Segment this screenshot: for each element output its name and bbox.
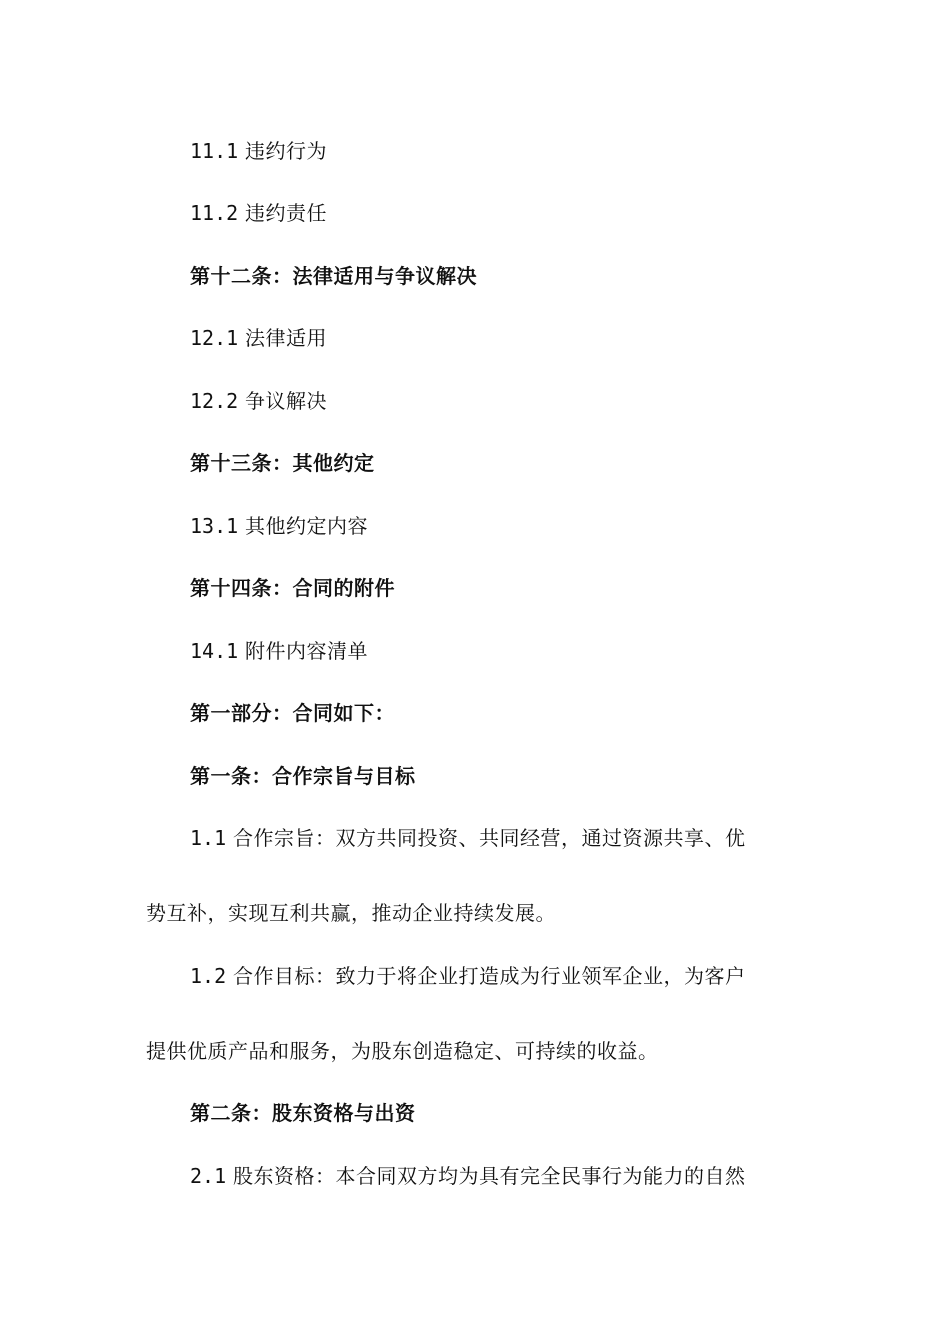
clause-number: 14.1: [190, 639, 239, 663]
clause-2-1: [190, 1163, 745, 1189]
clause-text: 股东资格：本合同双方均为具有完全民事行为能力的自然: [232, 1164, 746, 1188]
clause-number: 11.2: [190, 201, 239, 225]
clause-text: 争议解决: [245, 389, 328, 413]
clause-12-2: [190, 388, 327, 414]
clause-12-1: [190, 325, 327, 351]
clause-number: 12.2: [190, 389, 239, 413]
clause-13-1: [190, 513, 368, 539]
clause-text: 违约行为: [245, 139, 328, 163]
clause-text: 合作宗旨：双方共同投资、共同经营，通过资源共享、优: [232, 826, 746, 850]
clause-1-2-continuation: 提供优质产品和服务，为股东创造稳定、可持续的收益。: [146, 1039, 659, 1063]
clause-text: 合作目标：致力于将企业打造成为行业领军企业，为客户: [232, 964, 746, 988]
clause-text: 附件内容清单: [245, 639, 369, 663]
clause-14-1: [190, 638, 368, 664]
article-12-heading: 第十二条：法律适用与争议解决: [190, 264, 477, 288]
clause-text: 违约责任: [245, 201, 328, 225]
clause-11-2: [190, 200, 327, 226]
clause-number: 13.1: [190, 514, 239, 538]
clause-text: 法律适用: [245, 326, 328, 350]
part-1-heading: 第一部分：合同如下：: [190, 701, 395, 725]
clause-text: 其他约定内容: [245, 514, 369, 538]
clause-1-1-continuation: 势互补，实现互利共赢，推动企业持续发展。: [146, 901, 556, 925]
clause-number: 1.2: [190, 964, 227, 988]
article-2-heading: 第二条：股东资格与出资: [190, 1101, 416, 1125]
clause-11-1: [190, 138, 327, 164]
clause-number: 11.1: [190, 139, 239, 163]
article-14-heading: 第十四条：合同的附件: [190, 576, 395, 600]
article-13-heading: 第十三条：其他约定: [190, 451, 375, 475]
article-1-heading: 第一条：合作宗旨与目标: [190, 764, 416, 788]
clause-number: 1.1: [190, 826, 227, 850]
clause-1-2: [190, 963, 745, 989]
clause-number: 2.1: [190, 1164, 227, 1188]
clause-number: 12.1: [190, 326, 239, 350]
clause-1-1: [190, 825, 745, 851]
